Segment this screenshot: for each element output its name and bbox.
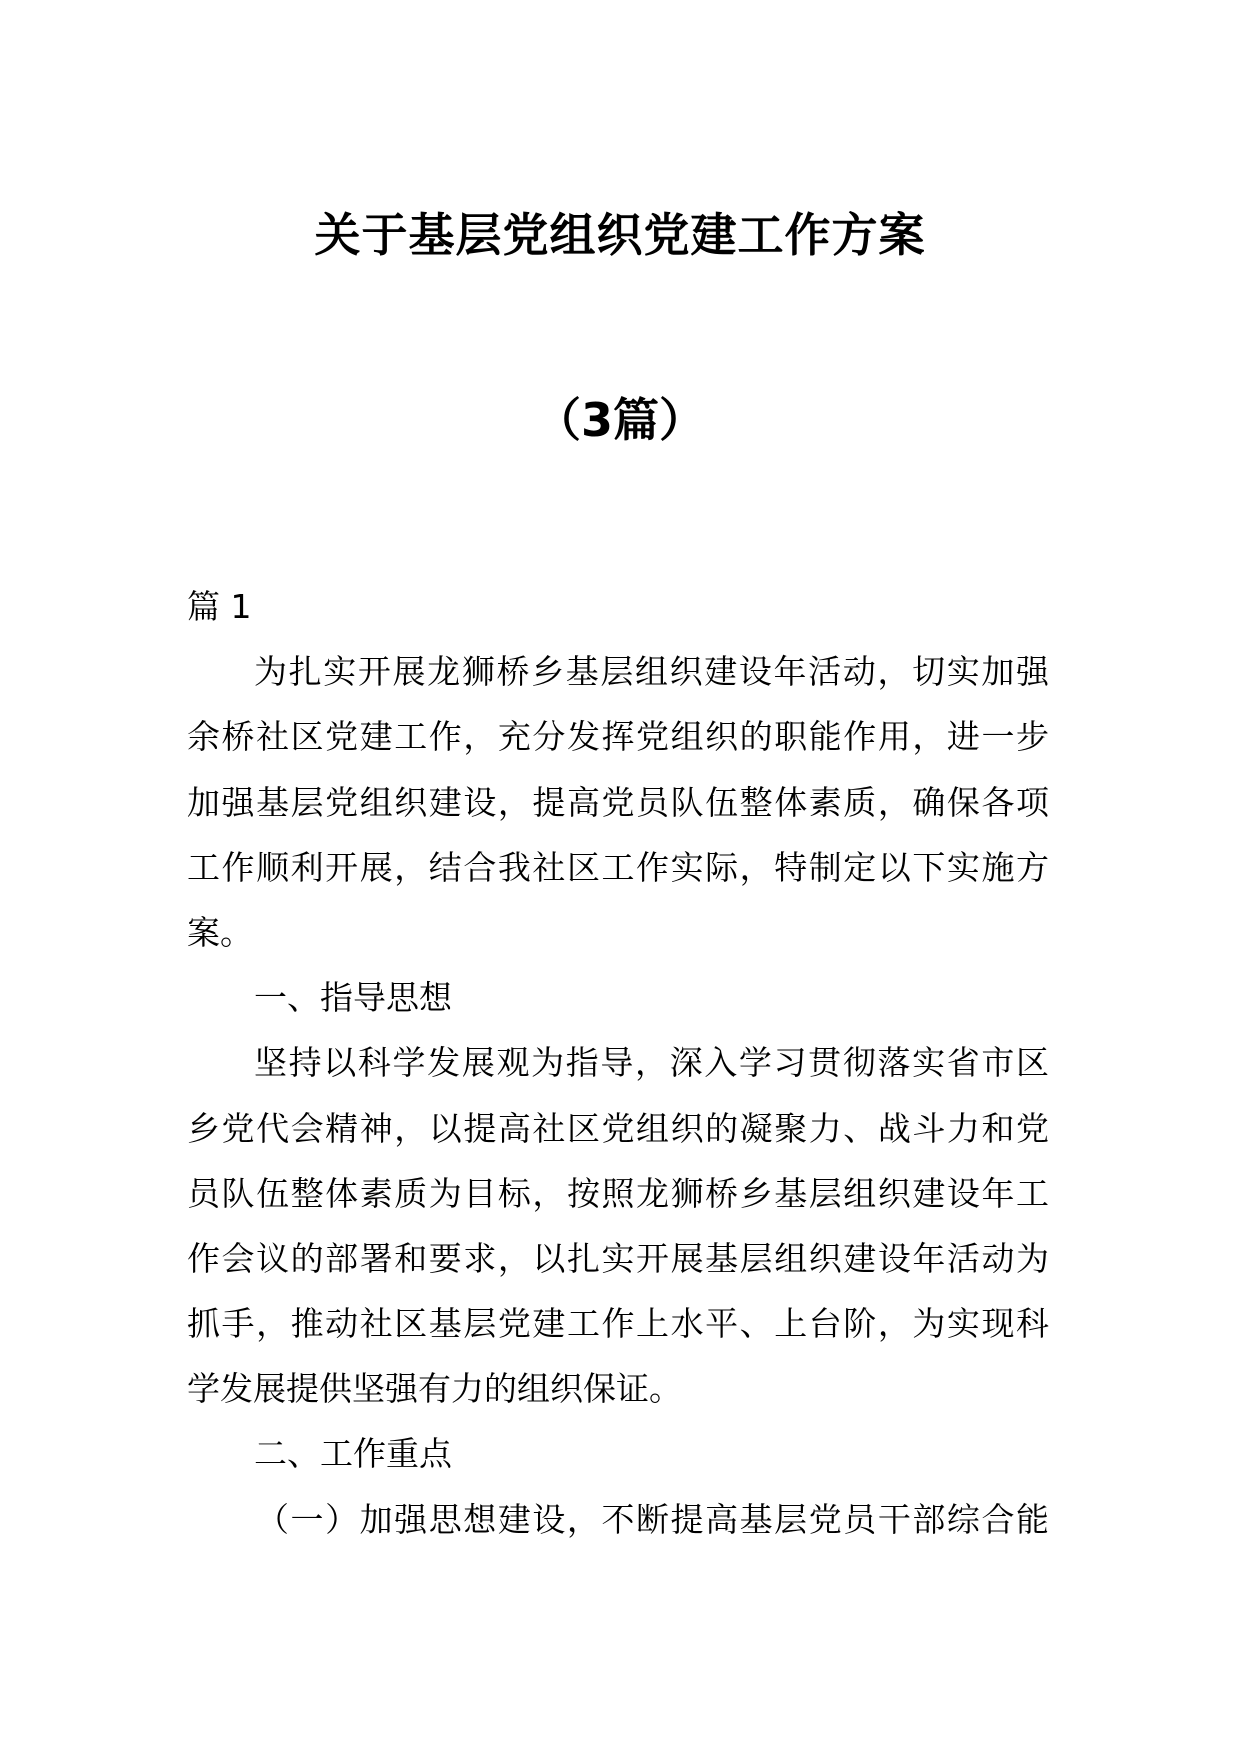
paragraph-line: 为扎实开展龙狮桥乡基层组织建设年活动，切实加强 — [254, 652, 1049, 692]
section-label: 篇 1 — [187, 587, 252, 626]
paragraph-line: 工作顺利开展，结合我社区工作实际，特制定以下实施方 — [187, 847, 1049, 887]
paragraph-line: 加强基层党组织建设，提高党员队伍整体素质，确保各项 — [187, 782, 1049, 822]
document-subtitle: （3篇） — [534, 393, 705, 447]
document-body — [187, 574, 1049, 1552]
paragraph-line: 余桥社区党建工作，充分发挥党组织的职能作用，进一步 — [187, 717, 1049, 757]
document-title: 关于基层党组织党建工作方案 — [314, 208, 926, 262]
paragraph-line: 作会议的部署和要求，以扎实开展基层组织建设年活动为 — [187, 1238, 1049, 1278]
paragraph-line: 员队伍整体素质为目标，按照龙狮桥乡基层组织建设年工 — [187, 1173, 1049, 1213]
paragraph-line: 坚持以科学发展观为指导，深入学习贯彻落实省市区 — [254, 1043, 1049, 1083]
paragraph-line: 学发展提供坚强有力的组织保证。 — [187, 1369, 682, 1409]
paragraph-line: （一）加强思想建设，不断提高基层党员干部综合能 — [256, 1499, 1049, 1539]
section-heading: 二、工作重点 — [254, 1434, 452, 1474]
paragraph-line: 抓手，推动社区基层党建工作上水平、上台阶，为实现科 — [187, 1304, 1049, 1344]
paragraph-line: 乡党代会精神，以提高社区党组织的凝聚力、战斗力和党 — [187, 1108, 1049, 1148]
section-heading: 一、指导思想 — [254, 978, 452, 1018]
paragraph-line: 案。 — [187, 912, 253, 952]
